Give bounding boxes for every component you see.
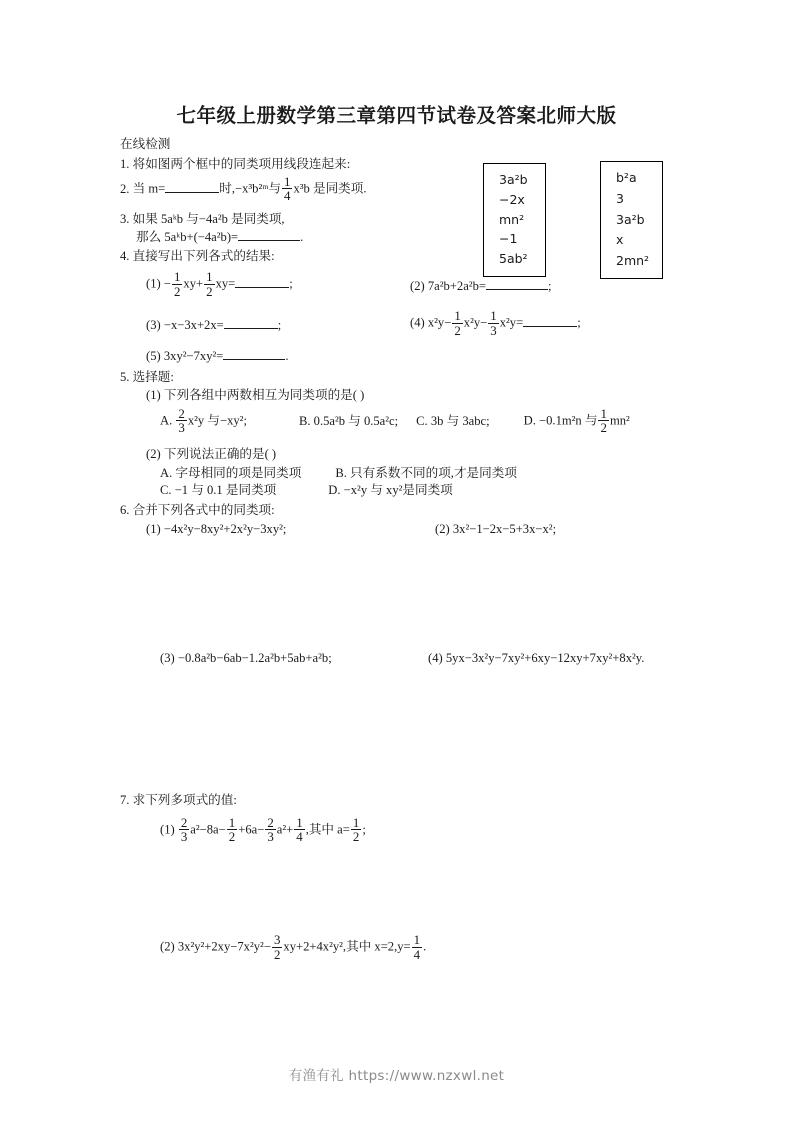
fraction-numerator: 1 xyxy=(206,269,213,285)
item-label: (2) xyxy=(160,939,175,954)
answer-blank[interactable] xyxy=(238,228,300,241)
fraction-denominator: 4 xyxy=(413,946,421,962)
question-3 xyxy=(120,213,685,226)
fraction-numerator: 1 xyxy=(284,174,291,190)
term-item: −2x xyxy=(499,191,525,207)
fraction-one-fourth xyxy=(282,175,292,202)
fraction-three-halves xyxy=(272,933,282,960)
fraction-denominator: 2 xyxy=(454,322,461,338)
item-text: xy+ xyxy=(183,276,204,291)
fraction-denominator: 2 xyxy=(273,946,281,962)
fraction-one-half xyxy=(598,407,608,434)
question-6 xyxy=(120,504,685,517)
fraction-one-half xyxy=(351,816,361,843)
question-6-item-4 xyxy=(428,652,644,665)
item-punct: ; xyxy=(362,822,366,837)
question-7-item-2 xyxy=(120,934,685,961)
option-a[interactable] xyxy=(160,408,247,435)
fraction-two-thirds xyxy=(265,816,275,843)
answer-blank[interactable] xyxy=(235,275,289,288)
question-6-item-2 xyxy=(435,523,556,536)
question-5-sub-2-row-1 xyxy=(120,467,685,480)
item-text: −x−3x+2x= xyxy=(163,318,224,333)
option-a-text: x²y 与−xy²; xyxy=(187,413,247,428)
fraction-denominator: 3 xyxy=(180,829,188,845)
item-text: −4x²y−8xy²+2x²y−3xy²; xyxy=(163,522,287,537)
question-4-item-1 xyxy=(146,271,293,298)
item-label: (2) xyxy=(146,447,161,462)
item-label: (5) xyxy=(146,349,161,364)
fraction-one-half xyxy=(204,270,214,297)
question-6-row-2 xyxy=(120,652,685,669)
item-punct: ; xyxy=(547,279,552,294)
option-d[interactable]: D. −x²y 与 xy²是同类项 xyxy=(328,483,453,498)
fraction-numerator: 1 xyxy=(228,815,236,831)
item-text: 下列各组中两数相互为同类项的是( ) xyxy=(163,388,365,403)
answer-blank[interactable] xyxy=(523,314,577,327)
item-punct: ; xyxy=(289,276,293,291)
question-4-row-1 xyxy=(120,269,685,299)
question-4 xyxy=(120,250,685,263)
item-label: (2) xyxy=(435,522,450,537)
fraction-numerator: 2 xyxy=(178,406,185,422)
item-text: − xyxy=(163,276,171,291)
option-d-tail: mn² xyxy=(609,413,630,428)
question-3-line2-text: 那么 5aᵏb+(−4a²b)= xyxy=(136,230,239,245)
option-c[interactable]: C. −1 与 0.1 是同类项 xyxy=(160,483,277,498)
question-4-item-3 xyxy=(146,316,281,332)
fraction-one-third xyxy=(488,309,498,336)
question-1-number: 1. xyxy=(120,156,130,171)
section-label: 在线检测 xyxy=(120,137,171,151)
question-4-item-2 xyxy=(410,277,551,293)
item-label: (3) xyxy=(160,651,175,666)
fraction-denominator: 2 xyxy=(206,283,213,299)
option-c[interactable]: C. 3b 与 3abc; xyxy=(416,413,490,428)
question-5-text: 选择题: xyxy=(132,369,174,384)
question-4-number: 4. xyxy=(120,248,130,263)
item-punct: . xyxy=(285,349,289,364)
item-text: xy= xyxy=(215,276,236,291)
question-5-sub-1-stem xyxy=(120,389,685,402)
question-4-text: 直接写出下列各式的结果: xyxy=(132,248,275,263)
work-space-area xyxy=(120,669,685,794)
term-item: 3 xyxy=(616,190,624,206)
question-5-number: 5. xyxy=(120,369,130,384)
question-4-item-5 xyxy=(120,347,685,363)
item-punct: ; xyxy=(277,318,282,333)
fraction-numerator: 1 xyxy=(490,308,497,324)
fraction-two-thirds xyxy=(179,816,189,843)
item-label: (2) xyxy=(410,279,425,294)
question-6-text: 合并下列各式中的同类项: xyxy=(132,502,275,517)
item-text: 3x²−1−2x−5+3x−x²; xyxy=(452,522,557,537)
answer-blank[interactable] xyxy=(223,347,285,360)
fraction-denominator: 3 xyxy=(267,829,274,845)
fraction-numerator: 1 xyxy=(600,406,607,422)
question-7-number: 7. xyxy=(120,793,130,808)
option-a[interactable]: A. 字母相同的项是同类项 xyxy=(160,465,302,480)
fraction-one-half xyxy=(452,309,462,336)
term-item: 2mn² xyxy=(616,253,650,269)
question-2-part-a: 当 m= xyxy=(132,181,166,196)
item-text: 7a²b+2a²b= xyxy=(427,279,486,294)
item-punct: ; xyxy=(577,315,581,330)
question-4-row-2 xyxy=(120,308,685,338)
fraction-one-fourth xyxy=(294,816,304,843)
term-item: 3a²b xyxy=(616,211,645,227)
item-text: 3x²y²+2xy−7x²y²− xyxy=(177,939,271,954)
fraction-numerator: 2 xyxy=(180,815,188,831)
option-d[interactable] xyxy=(524,408,630,435)
work-space-area xyxy=(120,540,685,652)
item-text: 下列说法正确的是( ) xyxy=(163,447,277,462)
answer-blank[interactable] xyxy=(165,180,219,193)
page-title: 七年级上册数学第三章第四节试卷及答案北师大版 xyxy=(176,106,617,127)
term-item: b²a xyxy=(616,170,637,185)
question-6-row-1 xyxy=(120,523,685,540)
fraction-denominator: 2 xyxy=(173,283,181,299)
fraction-numerator: 3 xyxy=(273,932,281,948)
item-text: +6a− xyxy=(238,822,265,837)
item-label: (1) xyxy=(146,388,161,403)
question-3-line2 xyxy=(120,228,685,244)
question-7-item-1 xyxy=(120,817,685,844)
question-5-sub-2-stem xyxy=(120,448,685,461)
fraction-numerator: 2 xyxy=(267,815,274,831)
question-3-line2-end: . xyxy=(300,230,304,245)
fraction-two-thirds xyxy=(176,407,186,434)
question-1-text: 将如图两个框中的同类项用线段连起来: xyxy=(132,156,351,171)
question-4-item-4 xyxy=(410,310,581,337)
item-text: a²+ xyxy=(276,822,294,837)
question-6-item-1 xyxy=(146,523,286,536)
item-label: (4) xyxy=(428,651,443,666)
fraction-one-fourth xyxy=(412,933,422,960)
fraction-denominator: 2 xyxy=(352,829,360,845)
footer-watermark: 有渔有礼 https://www.nzxwl.net xyxy=(288,1068,505,1084)
fraction-numerator: 1 xyxy=(173,269,181,285)
question-2 xyxy=(120,176,685,203)
question-6-item-3 xyxy=(160,652,332,665)
question-7 xyxy=(120,794,685,807)
question-1 xyxy=(120,158,685,171)
question-2-number: 2. xyxy=(120,181,130,196)
fraction-denominator: 3 xyxy=(490,322,497,338)
question-7-text: 求下列多项式的值: xyxy=(132,793,237,808)
item-text: −0.8a²b−6ab−1.2a²b+5ab+a²b; xyxy=(177,651,332,666)
question-5-sub-2-row-2 xyxy=(120,484,685,497)
fraction-numerator: 1 xyxy=(413,932,421,948)
item-label: (1) xyxy=(160,822,175,837)
fraction-one-half xyxy=(227,816,237,843)
item-text: a²−8a− xyxy=(190,822,226,837)
item-text: x²y= xyxy=(499,315,524,330)
question-3-number: 3. xyxy=(120,211,130,226)
work-space-area xyxy=(120,844,685,934)
question-5 xyxy=(120,371,685,384)
item-label: (3) xyxy=(146,318,161,333)
term-item: x xyxy=(616,232,624,248)
item-text: xy+2+4x²y²,其中 x=2,y= xyxy=(283,939,411,954)
item-label: (4) xyxy=(410,315,425,330)
fraction-denominator: 4 xyxy=(284,188,291,204)
fraction-numerator: 1 xyxy=(352,815,360,831)
fraction-numerator: 1 xyxy=(454,308,461,324)
option-b[interactable]: B. 只有系数不同的项,才是同类项 xyxy=(335,465,517,480)
item-text: ,其中 a= xyxy=(305,822,350,837)
fraction-numerator: 1 xyxy=(296,815,303,831)
item-text: 5yx−3x²y−7xy²+6xy−12xy+7xy²+8x²y. xyxy=(445,651,645,666)
term-item: −1 xyxy=(499,231,518,247)
item-text: 3xy²−7xy²= xyxy=(163,349,224,364)
fraction-denominator: 2 xyxy=(228,829,236,845)
option-b[interactable]: B. 0.5a²b 与 0.5a²c; xyxy=(298,413,399,428)
fraction-denominator: 2 xyxy=(600,420,607,436)
question-2-part-b: 时,−x³b²ᵐ与 xyxy=(219,181,281,196)
item-punct: . xyxy=(423,939,427,954)
option-d-label: D. −0.1m²n 与 xyxy=(523,413,598,428)
option-a-label: A. xyxy=(160,413,173,428)
fraction-denominator: 3 xyxy=(178,420,185,436)
fraction-one-half xyxy=(172,270,182,297)
question-3-line1: 如果 5aᵏb 与−4a²b 是同类项, xyxy=(132,211,285,226)
item-text: x²y− xyxy=(463,315,488,330)
item-label: (1) xyxy=(146,522,161,537)
answer-blank[interactable] xyxy=(224,316,278,329)
item-text: x²y− xyxy=(427,315,452,330)
term-item: 3a²b xyxy=(499,172,528,187)
fraction-denominator: 4 xyxy=(296,829,303,845)
question-6-number: 6. xyxy=(120,502,130,517)
term-item: mn² xyxy=(499,211,525,227)
answer-blank[interactable] xyxy=(486,277,548,290)
item-label: (1) xyxy=(146,276,161,291)
question-5-sub-1-options xyxy=(120,408,685,438)
term-item: 5ab² xyxy=(499,251,528,267)
exercise-content xyxy=(120,138,685,962)
question-2-part-c: x³b 是同类项. xyxy=(293,181,367,196)
